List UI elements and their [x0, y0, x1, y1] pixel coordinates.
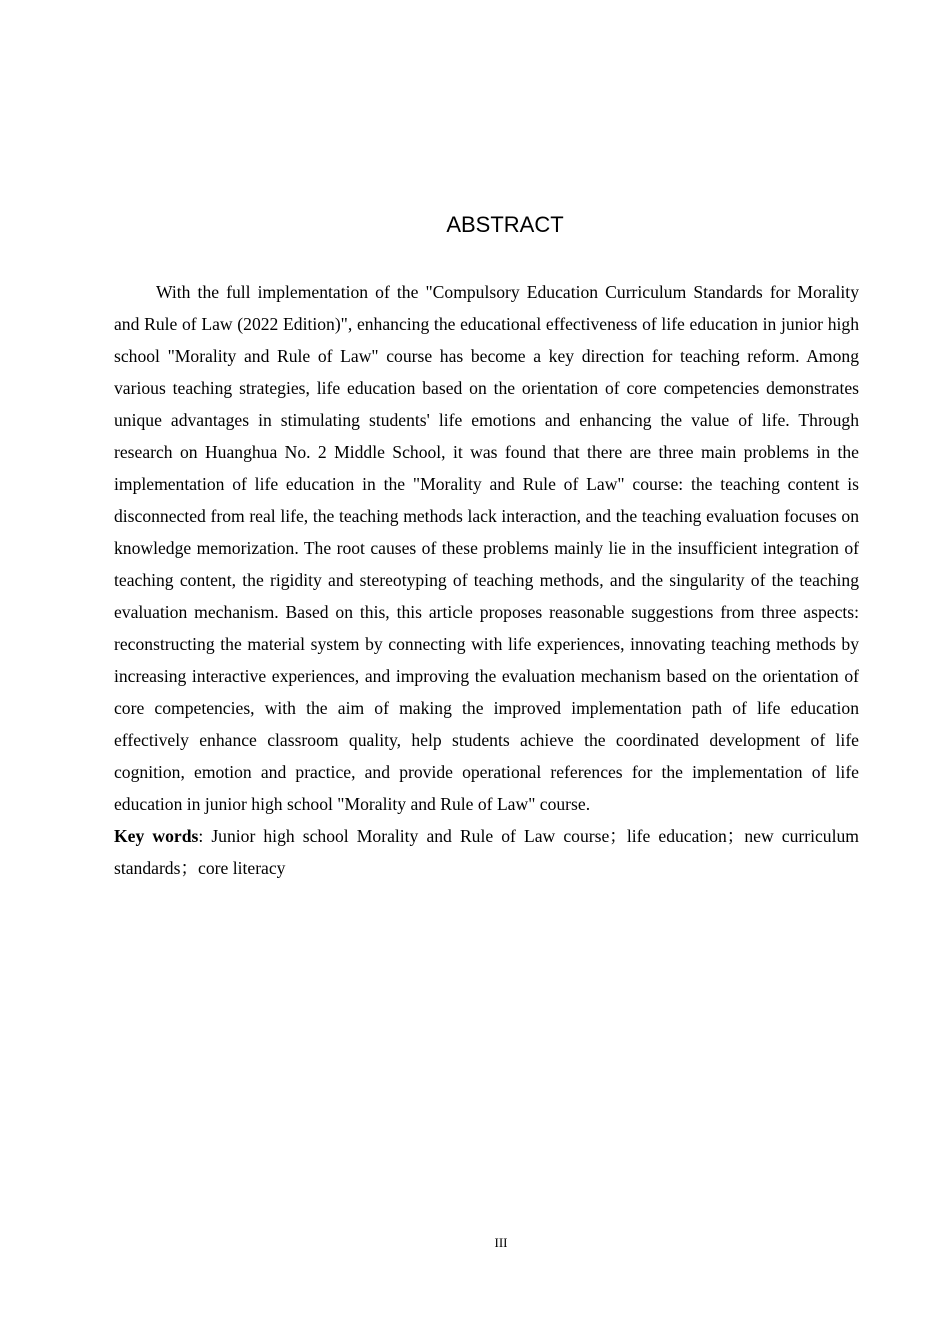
keywords-label: Key words — [114, 826, 199, 846]
abstract-paragraph: With the full implementation of the "Compulsory Education Curriculum Standards for Morality and Rule of Law (2022 Edition)", enhancing the educational effectiveness of life education in junior high school "Morality and Rule of Law" course has become a key direction for teaching reform. Among various teaching strategies, life education based on the orientation of core competencies demonstrates unique advantages in stimulating students' life emotions and enhancing the value of life. Through research on Huanghua No. 2 Middle School, it was found that there are three main problems in the implementation of life education in the "Morality and Rule of Law" course: the teaching content is disconnected from real life, the teaching methods lack interaction, and the teaching evaluation focuses on knowledge memorization. The root causes of these problems mainly lie in the insufficient integration of teaching content, the rigidity and stereotyping of teaching methods, and the singularity of the teaching evaluation mechanism. Based on this, this article proposes reasonable suggestions from three aspects: reconstructing the material system by connecting with life experiences, innovating teaching methods by increasing interactive experiences, and improving the evaluation mechanism based on the orientation of core competencies, with the aim of making the improved implementation path of life education effectively enhance classroom quality, help students achieve the coordinated development of life cognition, emotion and practice, and provide operational references for the implementation of life education in junior high school "Morality and Rule of Law" course. — [114, 282, 859, 814]
abstract-title: ABSTRACT — [446, 212, 564, 237]
keywords-separator: : — [198, 826, 212, 846]
keywords-text: Junior high school Morality and Rule of Law course；life education；new curriculum standards；core literacy — [114, 826, 859, 878]
page-number: III — [494, 1235, 508, 1250]
keywords-paragraph — [114, 820, 859, 884]
abstract-body — [114, 276, 859, 884]
